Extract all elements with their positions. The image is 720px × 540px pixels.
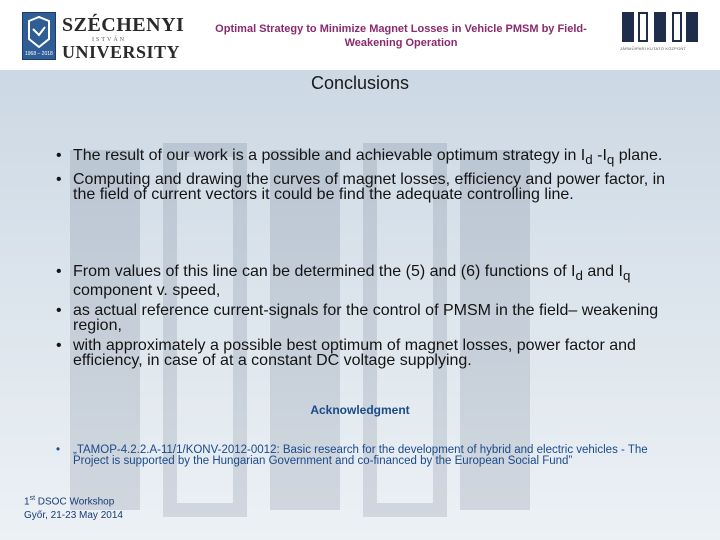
bullet-item [56, 303, 676, 333]
bullet-text: Computing and drawing the curves of magnet losses, efficiency and power factor, in the field of current vectors it could be find the adequate controlling line. [73, 171, 666, 204]
conclusions-list-1 [56, 148, 676, 207]
workshop-number: 1 [24, 496, 30, 508]
logo-bar-5 [686, 12, 698, 42]
bullet-item [56, 172, 676, 202]
bullet-item [56, 338, 676, 368]
workshop-location-date: Győr, 21-23 May 2014 [24, 510, 123, 522]
logo-bar-2 [638, 12, 648, 42]
bullet-text: The result of our work is a possible and achievable optimum strategy in I [73, 147, 586, 164]
slide-title: Conclusions [310, 73, 410, 93]
workshop-ordinal: st [29, 495, 36, 502]
subscript: q [622, 268, 631, 284]
presentation-title: Optimal Strategy to Minimize Magnet Losses in Vehicle PMSM by Field-Weakening Operation [215, 23, 587, 49]
research-center-logo [620, 12, 700, 60]
workshop-name [24, 492, 123, 509]
university-year: 1968 – 2018 [25, 51, 53, 57]
university-name-line1: SZÉCHENYI [62, 14, 185, 36]
university-name-line2: ISTVÁN [92, 37, 126, 43]
bullet-item [56, 148, 676, 167]
university-logo [22, 12, 192, 60]
acknowledgment-heading: Acknowledgment [310, 403, 410, 417]
slide-header [0, 0, 720, 70]
university-shield-icon [22, 12, 56, 60]
bullet-text: From values of this line can be determined the (5) and (6) functions of I [73, 263, 576, 280]
acknowledgment-list [56, 445, 676, 467]
logo-bar-3 [654, 12, 666, 42]
conclusions-list-2 [56, 264, 676, 373]
bullet-item [56, 264, 676, 298]
logo-bar-1 [622, 12, 634, 42]
workshop-title: DSOC Workshop [35, 496, 115, 508]
bullet-text: with approximately a possible best optimum of magnet losses, power factor and efficiency, in case of at a constant DC voltage supplying. [73, 337, 636, 370]
bullet-text: as actual reference current-signals for the control of PMSM in the field– weakening region, [73, 302, 659, 335]
bullet-text-cont: and I [582, 263, 623, 280]
subscript: q [606, 152, 615, 168]
university-name-line3: UNIVERSITY [62, 42, 181, 62]
research-center-caption: JÁRMŰIPARI KUTATÓ KÖZPONT [620, 46, 687, 51]
subscript: d [575, 268, 583, 284]
bullet-text-end: component v. speed, [73, 282, 221, 300]
logo-bar-4 [672, 12, 682, 42]
acknowledgment-item: • „TAMOP-4.2.2.A-11/1/KONV-2012-0012: Basic research for the development of hybrid and electric vehicles - The Project is supported by the Hungarian Government and co-financed by the European Social Fund” [56, 445, 676, 467]
slide-footer [24, 492, 123, 523]
bullet-text-cont: -I [592, 147, 607, 164]
bullet-text-end: plane. [614, 147, 663, 164]
subscript: d [585, 152, 593, 168]
